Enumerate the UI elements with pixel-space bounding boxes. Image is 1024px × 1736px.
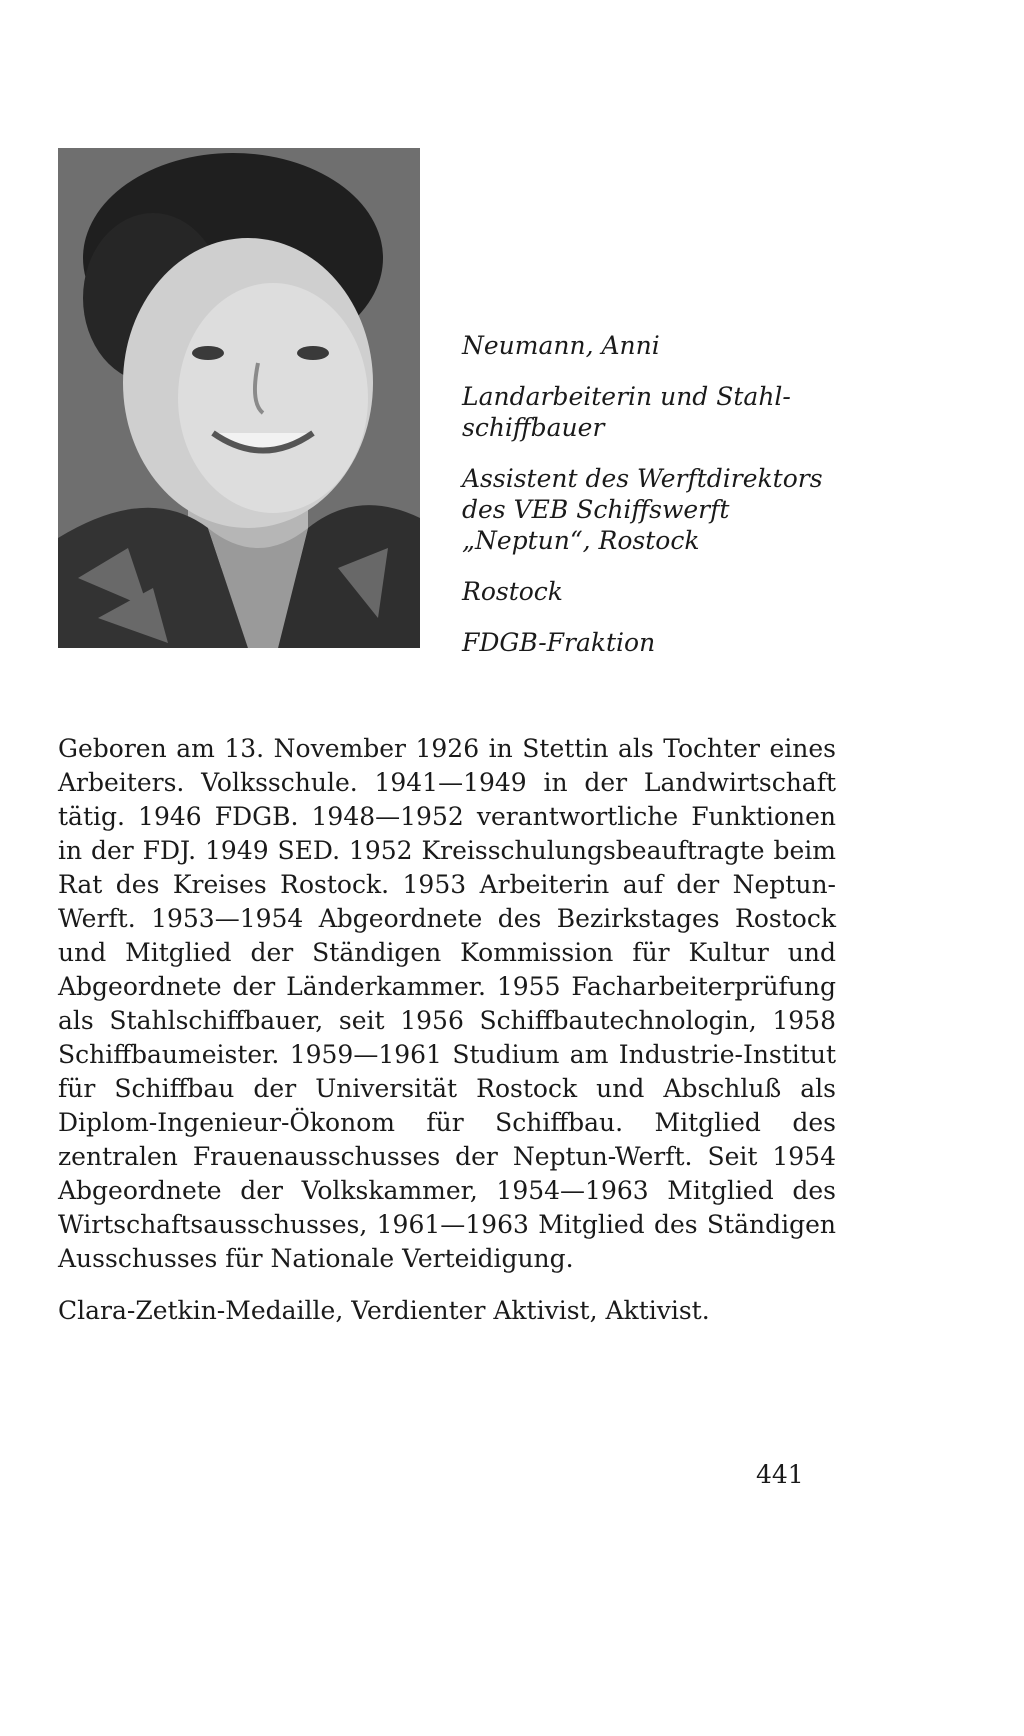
occupation-line: schiffbauer [462,413,605,442]
biography-text: Geboren am 13. November 1926 in Stettin als Tochter eines Arbeiters. Volksschule. 1941—1949 in der Landwirtschaft tätig. 1946 FDGB. 1948—1952 verantwortliche Funktionen in der FDJ. 1949 SED. 1952 Kreisschulungsbeauftragte beim Rat des Kreises Rostock. 1953 Arbeiterin auf der Neptun-Werft. 1953—1954 Abgeordnete des Bezirkstages Rostock und Mitglied der Ständigen Kommission für Kultur und Abgeordnete der Länderkammer. 1955 Facharbeiterprüfung als Stahlschiffbauer, seit 1956 Schiffbautechnologin, 1958 Schiffbaumeister. 1959—1961 Studium am Industrie-Institut für Schiffbau der Universität Rostock und Abschluß als Diplom-Ingenieur-Ökonom für Schiffbau. Mitglied des zentralen Frauenausschusses der Neptun-Werft. Seit 1954 Abgeordnete der Volkskammer, 1954—1963 Mitglied des Wirtschaftsausschusses, 1961—1963 Mitglied des Ständigen Ausschusses für Nationale Verteidigung. [58,734,836,1273]
position [462,463,862,556]
position-line: Assistent des Werftdirektors [462,464,823,493]
occupation-line: Landarbeiterin und Stahl- [462,382,791,411]
header-block [462,330,862,678]
person-name: Neumann, Anni [462,331,660,360]
position-line: des VEB Schiffswerft [462,495,730,524]
biography-section [58,732,836,1346]
awards-text: Clara-Zetkin-Medaille, Verdienter Aktivist, Aktivist. [58,1296,710,1325]
portrait-photo [58,148,420,648]
portrait-photo-illustration [58,148,420,648]
city: Rostock [462,577,563,606]
faction: FDGB-Fraktion [462,628,656,657]
position-line: „Neptun“, Rostock [462,526,700,555]
occupation [462,381,862,443]
page-number: 441 [756,1460,804,1489]
